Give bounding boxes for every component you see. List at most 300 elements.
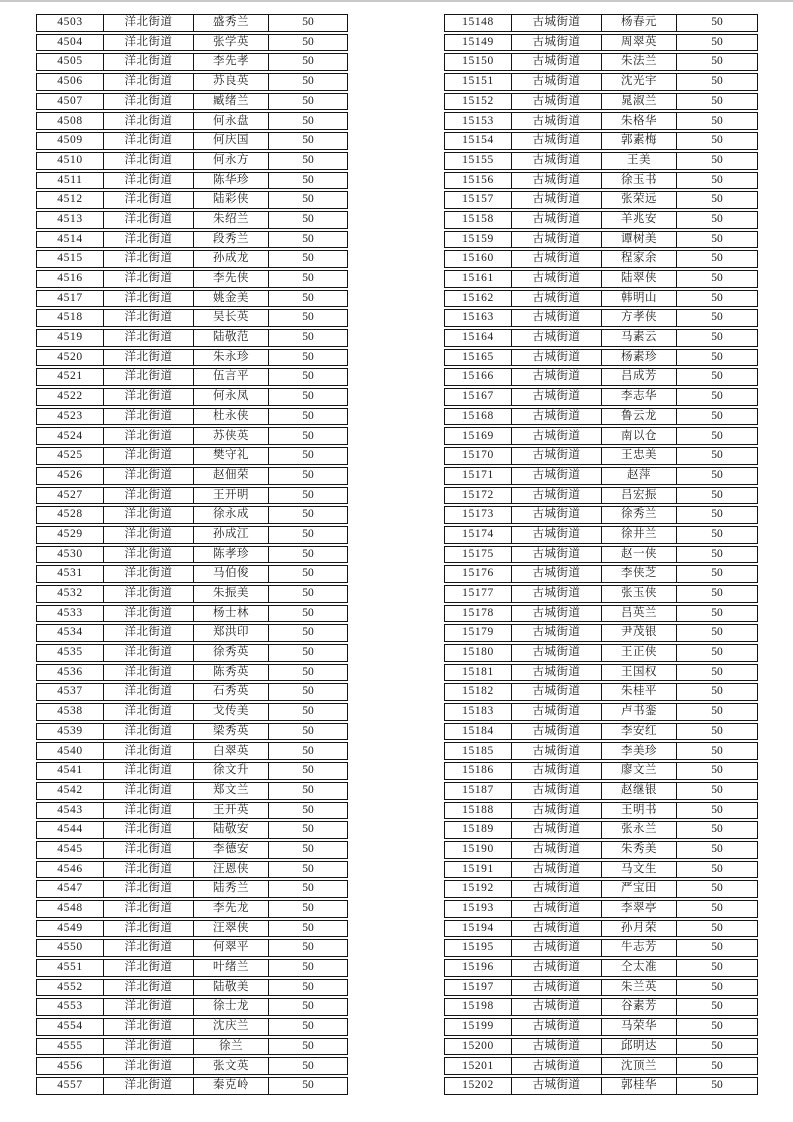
row-id-cell: 15162 (445, 291, 512, 307)
table-row (36, 861, 348, 879)
row-id-cell: 15192 (445, 881, 512, 897)
row-name-cell: 朱振美 (194, 586, 269, 602)
row-amount-cell: 50 (302, 488, 314, 501)
row-id-cell: 4557 (37, 1078, 104, 1094)
table-row (444, 624, 758, 642)
row-name-cell: 李美珍 (602, 743, 677, 759)
row-name-cell: 程家余 (602, 251, 677, 267)
row-amount-cell: 50 (302, 409, 314, 422)
row-district-cell: 洋北街道 (104, 133, 194, 149)
row-name-cell: 陈秀英 (194, 665, 269, 681)
table-row (444, 742, 758, 760)
row-amount-cell: 50 (302, 193, 314, 206)
row-name-cell: 何永方 (194, 153, 269, 169)
table-row (36, 250, 348, 268)
row-name-cell: 马伯俊 (194, 566, 269, 582)
row-amount-cell: 50 (302, 75, 314, 88)
table-row (36, 73, 348, 91)
row-id-cell: 4546 (37, 862, 104, 878)
row-name-cell: 赵佃荣 (194, 468, 269, 484)
scan-top-edge-line (0, 0, 793, 2)
row-amount-cell: 50 (711, 409, 723, 422)
row-amount-cell: 50 (711, 823, 723, 836)
table-row (36, 1038, 348, 1056)
row-id-cell: 4544 (37, 822, 104, 838)
row-id-cell: 15181 (445, 665, 512, 681)
row-id-cell: 15193 (445, 901, 512, 917)
table-row (444, 53, 758, 71)
row-district-cell: 洋北街道 (104, 960, 194, 976)
row-id-cell: 15153 (445, 113, 512, 129)
row-district-cell: 古城街道 (512, 645, 602, 661)
row-id-cell: 4508 (37, 113, 104, 129)
row-amount-cell: 50 (711, 587, 723, 600)
row-district-cell: 古城街道 (512, 232, 602, 248)
row-id-cell: 4536 (37, 665, 104, 681)
row-id-cell: 4537 (37, 684, 104, 700)
row-id-cell: 15148 (445, 15, 512, 31)
table-row (444, 132, 758, 150)
table-row (444, 388, 758, 406)
row-id-cell: 4522 (37, 389, 104, 405)
row-district-cell: 古城街道 (512, 291, 602, 307)
row-name-cell: 沈庆兰 (194, 1019, 269, 1035)
row-name-cell: 杨士林 (194, 606, 269, 622)
row-amount-cell: 50 (711, 173, 723, 186)
row-id-cell: 15178 (445, 606, 512, 622)
row-district-cell: 洋北街道 (104, 743, 194, 759)
table-row (36, 624, 348, 642)
row-id-cell: 15200 (445, 1039, 512, 1055)
row-id-cell: 15196 (445, 960, 512, 976)
table-row (36, 1018, 348, 1036)
row-amount-cell: 50 (302, 961, 314, 974)
row-amount-cell: 50 (711, 705, 723, 718)
row-name-cell: 李先侠 (194, 271, 269, 287)
row-id-cell: 4513 (37, 212, 104, 228)
row-name-cell: 陆彩侠 (194, 192, 269, 208)
row-amount-cell: 50 (302, 468, 314, 481)
row-id-cell: 15152 (445, 94, 512, 110)
row-district-cell: 洋北街道 (104, 350, 194, 366)
row-name-cell: 徐永成 (194, 507, 269, 523)
table-row (444, 526, 758, 544)
row-name-cell: 段秀兰 (194, 232, 269, 248)
row-amount-cell: 50 (711, 55, 723, 68)
row-amount-cell: 50 (302, 882, 314, 895)
table-row (36, 191, 348, 209)
row-id-cell: 4512 (37, 192, 104, 208)
row-amount-cell: 50 (302, 173, 314, 186)
row-id-cell: 15150 (445, 54, 512, 70)
row-amount-cell: 50 (302, 252, 314, 265)
row-id-cell: 15161 (445, 271, 512, 287)
row-amount-cell: 50 (302, 114, 314, 127)
row-amount-cell: 50 (711, 764, 723, 777)
row-district-cell: 洋北街道 (104, 606, 194, 622)
table-row (36, 1077, 348, 1095)
table-row (36, 605, 348, 623)
row-id-cell: 15201 (445, 1058, 512, 1074)
table-row (444, 585, 758, 603)
row-name-cell: 赵萍 (602, 468, 677, 484)
row-district-cell: 洋北街道 (104, 625, 194, 641)
row-amount-cell: 50 (302, 1000, 314, 1013)
table-row (444, 1057, 758, 1075)
row-district-cell: 古城街道 (512, 54, 602, 70)
row-district-cell: 洋北街道 (104, 980, 194, 996)
row-district-cell: 古城街道 (512, 684, 602, 700)
row-amount-cell: 50 (711, 744, 723, 757)
row-name-cell: 李翠亭 (602, 901, 677, 917)
row-amount-cell: 50 (302, 16, 314, 29)
row-amount-cell: 50 (711, 94, 723, 107)
row-name-cell: 郑洪印 (194, 625, 269, 641)
row-name-cell: 李先孝 (194, 54, 269, 70)
row-id-cell: 4552 (37, 980, 104, 996)
row-amount-cell: 50 (711, 508, 723, 521)
table-row (36, 211, 348, 229)
row-district-cell: 洋北街道 (104, 74, 194, 90)
row-name-cell: 杨春元 (602, 15, 677, 31)
row-district-cell: 洋北街道 (104, 763, 194, 779)
row-amount-cell: 50 (302, 626, 314, 639)
row-name-cell: 王开英 (194, 803, 269, 819)
row-amount-cell: 50 (711, 567, 723, 580)
row-district-cell: 古城街道 (512, 743, 602, 759)
row-district-cell: 洋北街道 (104, 586, 194, 602)
table-row (444, 959, 758, 977)
row-id-cell: 4530 (37, 547, 104, 563)
roster-table-right (444, 14, 758, 1095)
row-name-cell: 严宝田 (602, 881, 677, 897)
row-name-cell: 沈顶兰 (602, 1058, 677, 1074)
row-name-cell: 牛志芳 (602, 940, 677, 956)
row-name-cell: 方孝侠 (602, 310, 677, 326)
row-district-cell: 洋北街道 (104, 783, 194, 799)
row-district-cell: 古城街道 (512, 212, 602, 228)
table-row (444, 880, 758, 898)
row-id-cell: 4519 (37, 330, 104, 346)
row-name-cell: 卢书銮 (602, 704, 677, 720)
row-id-cell: 15169 (445, 428, 512, 444)
row-district-cell: 洋北街道 (104, 409, 194, 425)
row-amount-cell: 50 (302, 370, 314, 383)
row-name-cell: 汪恩侠 (194, 862, 269, 878)
row-name-cell: 徐井兰 (602, 527, 677, 543)
row-district-cell: 古城街道 (512, 1078, 602, 1094)
row-name-cell: 吕成芳 (602, 369, 677, 385)
row-district-cell: 古城街道 (512, 881, 602, 897)
row-district-cell: 洋北街道 (104, 940, 194, 956)
row-district-cell: 洋北街道 (104, 842, 194, 858)
row-amount-cell: 50 (302, 232, 314, 245)
table-row (36, 565, 348, 583)
row-district-cell: 洋北街道 (104, 173, 194, 189)
row-district-cell: 古城街道 (512, 153, 602, 169)
row-amount-cell: 50 (711, 921, 723, 934)
table-row (36, 782, 348, 800)
table-row (36, 585, 348, 603)
row-district-cell: 洋北街道 (104, 999, 194, 1015)
row-district-cell: 古城街道 (512, 94, 602, 110)
row-id-cell: 4541 (37, 763, 104, 779)
table-row (36, 132, 348, 150)
row-amount-cell: 50 (711, 1059, 723, 1072)
table-row (444, 408, 758, 426)
table-row (444, 191, 758, 209)
row-id-cell: 4529 (37, 527, 104, 543)
row-id-cell: 15154 (445, 133, 512, 149)
row-name-cell: 戈传美 (194, 704, 269, 720)
table-row (444, 703, 758, 721)
row-district-cell: 古城街道 (512, 35, 602, 51)
row-district-cell: 古城街道 (512, 330, 602, 346)
row-id-cell: 15177 (445, 586, 512, 602)
row-id-cell: 15159 (445, 232, 512, 248)
row-id-cell: 4543 (37, 803, 104, 819)
row-id-cell: 4520 (37, 350, 104, 366)
row-name-cell: 朱永珍 (194, 350, 269, 366)
row-district-cell: 洋北街道 (104, 448, 194, 464)
row-name-cell: 马素云 (602, 330, 677, 346)
row-amount-cell: 50 (302, 547, 314, 560)
row-district-cell: 洋北街道 (104, 54, 194, 70)
row-amount-cell: 50 (302, 980, 314, 993)
row-id-cell: 4556 (37, 1058, 104, 1074)
row-id-cell: 15184 (445, 724, 512, 740)
row-amount-cell: 50 (302, 606, 314, 619)
row-district-cell: 洋北街道 (104, 310, 194, 326)
table-row (444, 467, 758, 485)
row-amount-cell: 50 (711, 980, 723, 993)
row-name-cell: 鲁云龙 (602, 409, 677, 425)
table-row (444, 329, 758, 347)
row-id-cell: 4524 (37, 428, 104, 444)
row-name-cell: 朱兰英 (602, 980, 677, 996)
row-district-cell: 古城街道 (512, 665, 602, 681)
row-amount-cell: 50 (302, 803, 314, 816)
row-amount-cell: 50 (302, 1020, 314, 1033)
row-amount-cell: 50 (711, 1020, 723, 1033)
table-row (444, 644, 758, 662)
row-id-cell: 4550 (37, 940, 104, 956)
row-id-cell: 4523 (37, 409, 104, 425)
row-id-cell: 15157 (445, 192, 512, 208)
row-district-cell: 古城街道 (512, 1058, 602, 1074)
row-amount-cell: 50 (711, 646, 723, 659)
row-id-cell: 4540 (37, 743, 104, 759)
row-name-cell: 王开明 (194, 488, 269, 504)
row-name-cell: 陈华珍 (194, 173, 269, 189)
row-id-cell: 4518 (37, 310, 104, 326)
row-name-cell: 陆敬美 (194, 980, 269, 996)
row-id-cell: 15175 (445, 547, 512, 563)
row-district-cell: 洋北街道 (104, 291, 194, 307)
row-district-cell: 古城街道 (512, 901, 602, 917)
row-name-cell: 王正侠 (602, 645, 677, 661)
table-row (36, 408, 348, 426)
row-name-cell: 朱绍兰 (194, 212, 269, 228)
row-name-cell: 姚金美 (194, 291, 269, 307)
row-district-cell: 洋北街道 (104, 507, 194, 523)
row-name-cell: 秦克岭 (194, 1078, 269, 1094)
row-amount-cell: 50 (302, 665, 314, 678)
table-row (36, 880, 348, 898)
row-district-cell: 洋北街道 (104, 803, 194, 819)
row-id-cell: 15171 (445, 468, 512, 484)
row-name-cell: 朱法兰 (602, 54, 677, 70)
table-row (36, 349, 348, 367)
row-id-cell: 15164 (445, 330, 512, 346)
row-district-cell: 洋北街道 (104, 645, 194, 661)
table-row (36, 920, 348, 938)
row-id-cell: 4527 (37, 488, 104, 504)
row-amount-cell: 50 (711, 252, 723, 265)
table-row (444, 250, 758, 268)
row-name-cell: 廖文兰 (602, 763, 677, 779)
table-row (36, 762, 348, 780)
row-name-cell: 韩明山 (602, 291, 677, 307)
row-district-cell: 洋北街道 (104, 724, 194, 740)
table-row (444, 1018, 758, 1036)
row-amount-cell: 50 (302, 35, 314, 48)
row-district-cell: 洋北街道 (104, 1058, 194, 1074)
table-row (36, 959, 348, 977)
row-amount-cell: 50 (711, 803, 723, 816)
table-row (36, 1057, 348, 1075)
row-district-cell: 洋北街道 (104, 1019, 194, 1035)
row-name-cell: 苏良英 (194, 74, 269, 90)
row-id-cell: 4534 (37, 625, 104, 641)
row-amount-cell: 50 (302, 449, 314, 462)
row-name-cell: 李志华 (602, 389, 677, 405)
row-id-cell: 4516 (37, 271, 104, 287)
row-id-cell: 4514 (37, 232, 104, 248)
row-amount-cell: 50 (711, 193, 723, 206)
row-district-cell: 洋北街道 (104, 684, 194, 700)
row-name-cell: 陆敬范 (194, 330, 269, 346)
row-district-cell: 古城街道 (512, 803, 602, 819)
row-amount-cell: 50 (302, 783, 314, 796)
row-id-cell: 15163 (445, 310, 512, 326)
row-name-cell: 陆敬安 (194, 822, 269, 838)
row-id-cell: 15183 (445, 704, 512, 720)
table-row (444, 683, 758, 701)
row-district-cell: 洋北街道 (104, 271, 194, 287)
row-amount-cell: 50 (302, 291, 314, 304)
table-row (36, 526, 348, 544)
row-district-cell: 洋北街道 (104, 330, 194, 346)
row-district-cell: 古城街道 (512, 507, 602, 523)
row-district-cell: 洋北街道 (104, 665, 194, 681)
row-name-cell: 徐秀兰 (602, 507, 677, 523)
row-id-cell: 15155 (445, 153, 512, 169)
row-id-cell: 4539 (37, 724, 104, 740)
row-id-cell: 4547 (37, 881, 104, 897)
table-row (444, 427, 758, 445)
row-id-cell: 15185 (445, 743, 512, 759)
row-id-cell: 15168 (445, 409, 512, 425)
row-id-cell: 4548 (37, 901, 104, 917)
row-district-cell: 洋北街道 (104, 547, 194, 563)
table-row (444, 998, 758, 1016)
row-name-cell: 陆翠侠 (602, 271, 677, 287)
table-row (444, 290, 758, 308)
row-district-cell: 古城街道 (512, 783, 602, 799)
row-name-cell: 盛秀兰 (194, 15, 269, 31)
row-id-cell: 4555 (37, 1039, 104, 1055)
row-name-cell: 白翠英 (194, 743, 269, 759)
row-id-cell: 4515 (37, 251, 104, 267)
row-id-cell: 4538 (37, 704, 104, 720)
row-amount-cell: 50 (302, 587, 314, 600)
table-row (444, 821, 758, 839)
row-amount-cell: 50 (711, 1079, 723, 1092)
row-id-cell: 15156 (445, 173, 512, 189)
row-name-cell: 朱秀美 (602, 842, 677, 858)
table-row (36, 546, 348, 564)
table-row (36, 723, 348, 741)
row-amount-cell: 50 (711, 862, 723, 875)
row-id-cell: 4517 (37, 291, 104, 307)
row-amount-cell: 50 (711, 311, 723, 324)
row-amount-cell: 50 (711, 842, 723, 855)
table-row (444, 349, 758, 367)
row-name-cell: 李侠芝 (602, 566, 677, 582)
row-name-cell: 李德安 (194, 842, 269, 858)
row-amount-cell: 50 (711, 527, 723, 540)
row-name-cell: 李安红 (602, 724, 677, 740)
table-row (36, 979, 348, 997)
row-id-cell: 15174 (445, 527, 512, 543)
row-district-cell: 洋北街道 (104, 153, 194, 169)
row-district-cell: 古城街道 (512, 389, 602, 405)
row-amount-cell: 50 (302, 705, 314, 718)
row-id-cell: 15170 (445, 448, 512, 464)
row-amount-cell: 50 (302, 921, 314, 934)
row-district-cell: 洋北街道 (104, 192, 194, 208)
row-district-cell: 古城街道 (512, 369, 602, 385)
row-amount-cell: 50 (302, 94, 314, 107)
row-amount-cell: 50 (711, 75, 723, 88)
row-district-cell: 古城街道 (512, 1039, 602, 1055)
row-name-cell: 马荣华 (602, 1019, 677, 1035)
table-row (36, 427, 348, 445)
row-amount-cell: 50 (302, 1059, 314, 1072)
row-amount-cell: 50 (302, 1039, 314, 1052)
table-row (36, 112, 348, 130)
row-name-cell: 王美 (602, 153, 677, 169)
table-row (36, 703, 348, 721)
row-amount-cell: 50 (711, 212, 723, 225)
row-amount-cell: 50 (711, 272, 723, 285)
row-name-cell: 叶绪兰 (194, 960, 269, 976)
row-id-cell: 15195 (445, 940, 512, 956)
row-district-cell: 洋北街道 (104, 113, 194, 129)
row-amount-cell: 50 (302, 823, 314, 836)
row-name-cell: 汪翠侠 (194, 921, 269, 937)
row-id-cell: 15202 (445, 1078, 512, 1094)
table-row (444, 723, 758, 741)
row-name-cell: 赵一侠 (602, 547, 677, 563)
row-district-cell: 古城街道 (512, 428, 602, 444)
row-id-cell: 4511 (37, 173, 104, 189)
row-amount-cell: 50 (711, 331, 723, 344)
row-name-cell: 杜永侠 (194, 409, 269, 425)
row-district-cell: 古城街道 (512, 527, 602, 543)
table-row (36, 388, 348, 406)
